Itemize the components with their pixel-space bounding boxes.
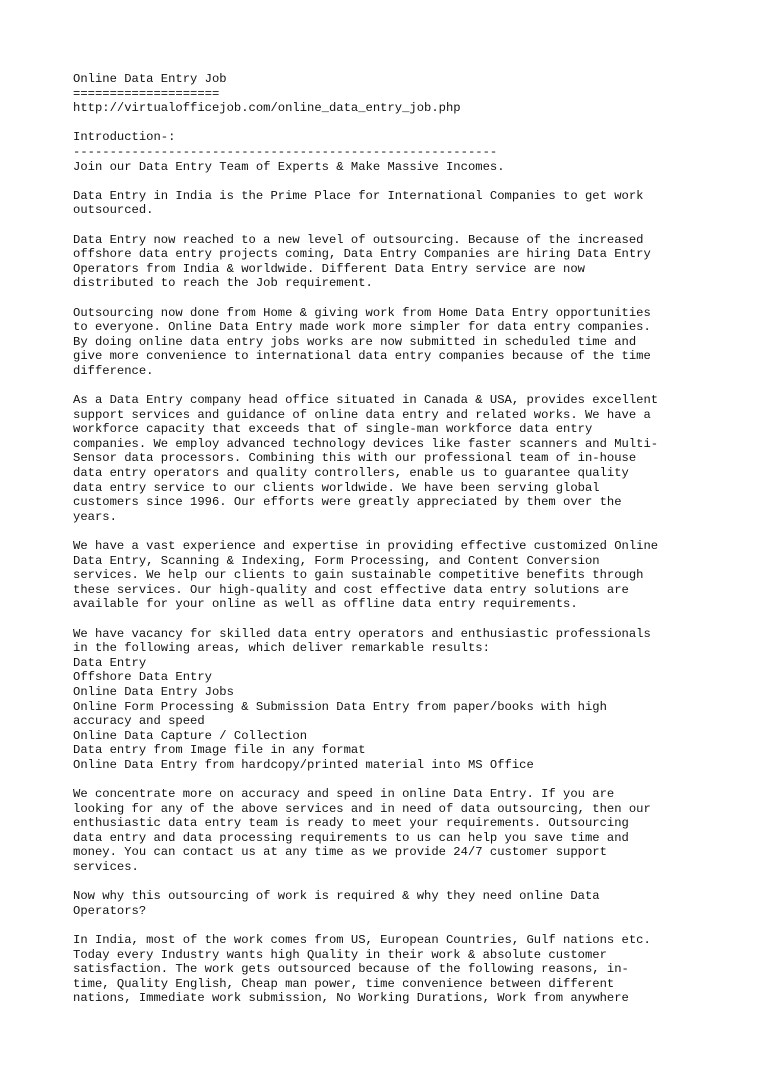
text-line: Sensor data processors. Combining this with our professional team of in-house [73,451,637,466]
text-line: available for your online as well as offline data entry requirements. [73,597,578,612]
paragraph-gap [73,378,713,393]
text-line: data entry and data processing requirements to us can help you save time and [73,830,629,845]
text-line: these services. Our high-quality and cost effective data entry solutions are [73,582,629,597]
text-line: satisfaction. The work gets outsourced because of the following reasons, in- [73,962,629,977]
text-line: give more convenience to international data entry companies because of the time [73,349,651,364]
text-line: Data entry from Image file in any format [73,743,366,758]
text-line: Online Data Capture / Collection [73,728,308,743]
paragraph [73,160,713,175]
paragraph [73,393,713,524]
text-line: data entry operators and quality controllers, enable us to guarantee quality [73,466,629,481]
text-line: We have vacancy for skilled data entry operators and enthusiastic professionals [73,626,651,641]
text-line: services. We help our clients to gain sustainable competitive benefits through [73,568,644,583]
paragraph [73,189,713,218]
paragraph [73,787,713,875]
text-line: Offshore Data Entry [73,670,212,685]
document-title: Online Data Entry Job [73,72,227,86]
text-line: Now why this outsourcing of work is required & why they need online Data [73,889,600,904]
paragraph-gap [73,918,713,933]
paragraph-gap [73,174,713,189]
text-line: outsourced. [73,203,154,218]
text-line: data entry service to our clients worldwide. We have been serving global [73,480,600,495]
paragraph-gap [73,116,713,131]
paragraph-gap [73,773,713,788]
text-line: to everyone. Online Data Entry made work more simpler for data entry companies. [73,320,651,335]
text-line: Data Entry now reached to a new level of outsourcing. Because of the increased [73,232,644,247]
text-line: Online Form Processing & Submission Data Entry from paper/books with high [73,699,607,714]
text-line: customers since 1996. Our efforts were greatly appreciated by them over the [73,495,622,510]
text-line: By doing online data entry jobs works are now submitted in scheduled time and [73,334,637,349]
text-line: Online Data Entry from hardcopy/printed material into MS Office [73,757,534,772]
text-line: years. [73,509,117,524]
source-url[interactable]: http://virtualofficejob.com/online_data_entry_job.php [73,101,461,116]
paragraph-gap [73,875,713,890]
text-line: nations, Immediate work submission, No Working Durations, Work from anywhere [73,991,629,1006]
text-line: offshore data entry projects coming, Data Entry Companies are hiring Data Entry [73,247,651,262]
title-underline: ==================== [73,86,220,101]
text-line: Operators from India & worldwide. Different Data Entry service are now [73,261,585,276]
document-body [73,160,713,1006]
text-line: companies. We employ advanced technology devices like faster scanners and Multi- [73,436,659,451]
text-line: workforce capacity that exceeds that of single-man workforce data entry [73,422,593,437]
text-line: difference. [73,363,154,378]
text-line: accuracy and speed [73,714,205,729]
paragraph-gap [73,291,713,306]
text-line: looking for any of the above services and in need of data outsourcing, then our [73,801,651,816]
paragraph [73,889,713,918]
text-line: Outsourcing now done from Home & giving work from Home Data Entry opportunities [73,305,651,320]
text-line: support services and guidance of online data entry and related works. We have a [73,407,651,422]
text-line: We concentrate more on accuracy and speed in online Data Entry. If you are [73,787,615,802]
text-line: enthusiastic data entry team is ready to meet your requirements. Outsourcing [73,816,629,831]
paragraph [73,933,713,1006]
text-line: In India, most of the work comes from US, European Countries, Gulf nations etc. [73,933,651,948]
text-line: Online Data Entry Jobs [73,684,234,699]
section-heading: Introduction-: [73,130,176,145]
text-line: We have a vast experience and expertise in providing effective customized Online [73,539,659,553]
text-line: Data Entry, Scanning & Indexing, Form Processing, and Content Conversion [73,553,600,568]
text-line: Data Entry in India is the Prime Place for International Companies to get work [73,188,644,203]
text-line: money. You can contact us at any time as we provide 24/7 customer support [73,845,607,860]
text-line: time, Quality English, Cheap man power, time convenience between different [73,976,615,991]
paragraph [73,627,713,773]
text-line: Data Entry [73,655,147,670]
text-line: As a Data Entry company head office situated in Canada & USA, provides excellent [73,393,659,408]
text-line: Operators? [73,903,147,918]
text-line: services. [73,860,139,875]
paragraph-gap [73,524,713,539]
text-line: Join our Data Entry Team of Experts & Make Massive Incomes. [73,159,505,174]
text-line: in the following areas, which deliver remarkable results: [73,641,490,656]
section-underline: ---------------------------------------------------------- [73,144,498,159]
paragraph-gap [73,612,713,627]
text-line: distributed to reach the Job requirement. [73,276,373,291]
paragraph [73,539,713,612]
paragraph [73,306,713,379]
text-line: Today every Industry wants high Quality in their work & absolute customer [73,947,607,962]
document-page [73,72,713,1006]
paragraph [73,233,713,291]
paragraph-gap [73,218,713,233]
